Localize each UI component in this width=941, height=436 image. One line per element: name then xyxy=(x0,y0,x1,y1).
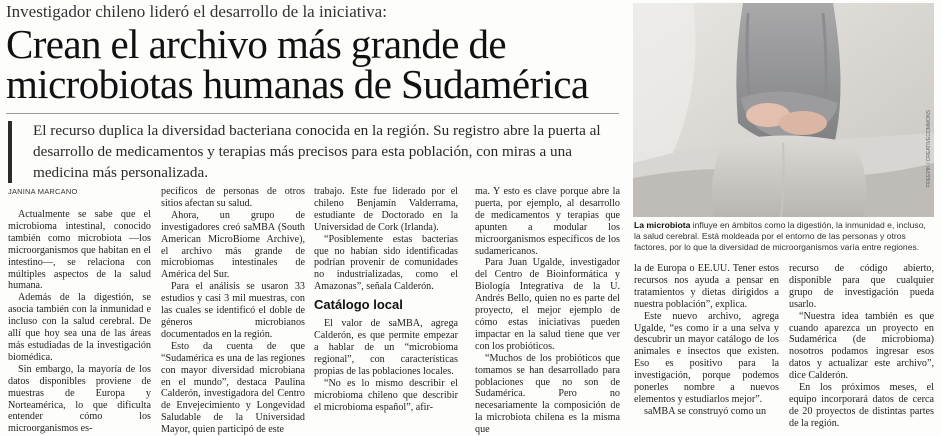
paragraph: ma. Y esto es clave porque abre la puerta, por ejemplo, al desarrollo de medicamentos y terapias que apunten a modular los microorganismos específicos de los sudamericanos. xyxy=(475,186,620,257)
article-column-2 xyxy=(161,186,305,436)
paragraph: Esto da cuenta de que “Sudamérica es una de las regiones con mayor diversidad microbiana en el mundo”, destaca Paulina Calderón, investigadora del Centro de Envejecimiento y Longevidad Saludable de la Universidad Mayor, quien participó de este xyxy=(161,340,305,436)
article-column-5 xyxy=(634,263,779,418)
headline-line-1: Crean el archivo más grande de xyxy=(6,21,506,67)
subheading: Catálogo local xyxy=(314,297,403,313)
paragraph: Actualmente se sabe que el microbioma intestinal, conocido también como microbiota —los microorganismos que habitan en el intestino—, se relaciona con múltiples aspectos de la salud humana. xyxy=(8,209,151,292)
paragraph: “No es lo mismo describir el microbioma chileno que describir el microbioma español”, afir- xyxy=(314,377,458,413)
divider xyxy=(6,113,619,114)
article-column-6 xyxy=(789,263,934,430)
byline: JANINA MARCANO xyxy=(8,187,78,196)
paragraph: Ahora, un grupo de investigadores creó saMBA (South American MicroBiome Archive), el archivo más grande de microbiomas intestinales de América del Sur. xyxy=(161,209,305,281)
deck-bar xyxy=(8,121,12,183)
paragraph: “Posiblemente estas bacterias que no habían sido identificadas podrían provenir de comunidades no industrializadas, como el Amazonas”, señala Calderón. xyxy=(314,233,458,293)
photo-credit: FREEPIK / CREATIVECOMMONS xyxy=(926,110,932,187)
paragraph: Además de la digestión, se asocia también con la inmunidad e incluso con la salud cerebral. De allí que hoy sea una de las áreas más estudiadas de la investigación biomédica. xyxy=(8,292,151,363)
article-photo xyxy=(633,3,934,217)
paragraph: “Nuestra idea también es que cuando aparezca un proyecto en Sudamérica (de microbioma) nosotros podamos ingresar esos datos y actualizar este archivo”, dice Calderón. xyxy=(789,310,934,382)
paragraph: El valor de saMBA, agrega Calderón, es que permite empezar a hablar de un “microbioma regional”, con características propias de las poblaciones locales. xyxy=(314,318,458,377)
paragraph: trabajo. Este fue liderado por el chileno Benjamín Valderrama, estudiante de Doctorado en la Universidad de Cork (Irlanda). xyxy=(314,186,458,233)
caption-text: influye en ámbitos como la digestión, la inmunidad e, incluso, la salud cerebral. Está moldeada por el entorno de las personas y otros factores, por lo que la diversidad de microorganismos varía entre regiones. xyxy=(634,220,926,252)
article-column-4 xyxy=(475,186,620,436)
paragraph: Para Juan Ugalde, investigador del Centro de Bioinformática y Biología Integrativa de la U. Andrés Bello, quien no es parte del proyecto, el mejor ejemplo de cómo estas iniciativas pueden impactar en la salud tiene que ver con los probióticos. xyxy=(475,257,620,352)
deck: El recurso duplica la diversidad bacteriana conocida en la región. Su registro abre la puerta al desarrollo de medicamentos y terapias más precisos para esta población, con miras a una medicina más personalizada. xyxy=(33,122,601,181)
photo-illustration xyxy=(633,3,934,217)
paragraph: “Muchos de los probióticos que tomamos se han desarrollado para poblaciones que no son de Sudamérica. Pero no necesariamente la composición de la microbiota chilena es la misma que xyxy=(475,352,620,436)
paragraph: En los próximos meses, el equipo incorporará datos de cerca de 20 proyectos de distintas partes de la región. xyxy=(789,382,934,429)
article-column-3 xyxy=(314,186,458,413)
paragraph: pecíficos de personas de otros sitios afectan su salud. xyxy=(161,186,305,209)
kicker: Investigador chileno lideró el desarrollo de la iniciativa: xyxy=(6,2,387,21)
paragraph: la de Europa o EE.UU. Tener estos recursos nos ayuda a pensar en tratamientos y dietas dirigidos a nuestra población”, explica. xyxy=(634,263,779,310)
headline xyxy=(6,21,626,107)
paragraph: saMBA se construyó como un xyxy=(644,405,767,417)
caption-lead: La microbiota xyxy=(634,220,691,230)
paragraph: Este nuevo archivo, agrega Ugalde, “es como ir a una selva y descubrir un mayor catálogo de los animales e insectos que existen. Eso es positivo para la investigación, porque podemos ponerles nombre a nuevos elementos y estudiarlos mejor”. xyxy=(634,310,779,405)
photo-caption xyxy=(634,220,934,252)
article-column-1 xyxy=(8,209,151,435)
paragraph: recurso de código abierto, disponible para que cualquier grupo de investigación pueda usarlo. xyxy=(789,263,934,310)
paragraph: Sin embargo, la mayoría de los datos disponibles proviene de muestras de Europa y Norteamérica, lo que dificulta entender cómo los microorganismos es- xyxy=(8,363,151,435)
headline-line-2: microbiotas humanas de Sudamérica xyxy=(6,61,589,107)
paragraph: Para el análisis se usaron 33 estudios y casi 3 mil muestras, con las cuales se identificó el doble de géneros microbianos documentados en la región. xyxy=(161,281,305,340)
